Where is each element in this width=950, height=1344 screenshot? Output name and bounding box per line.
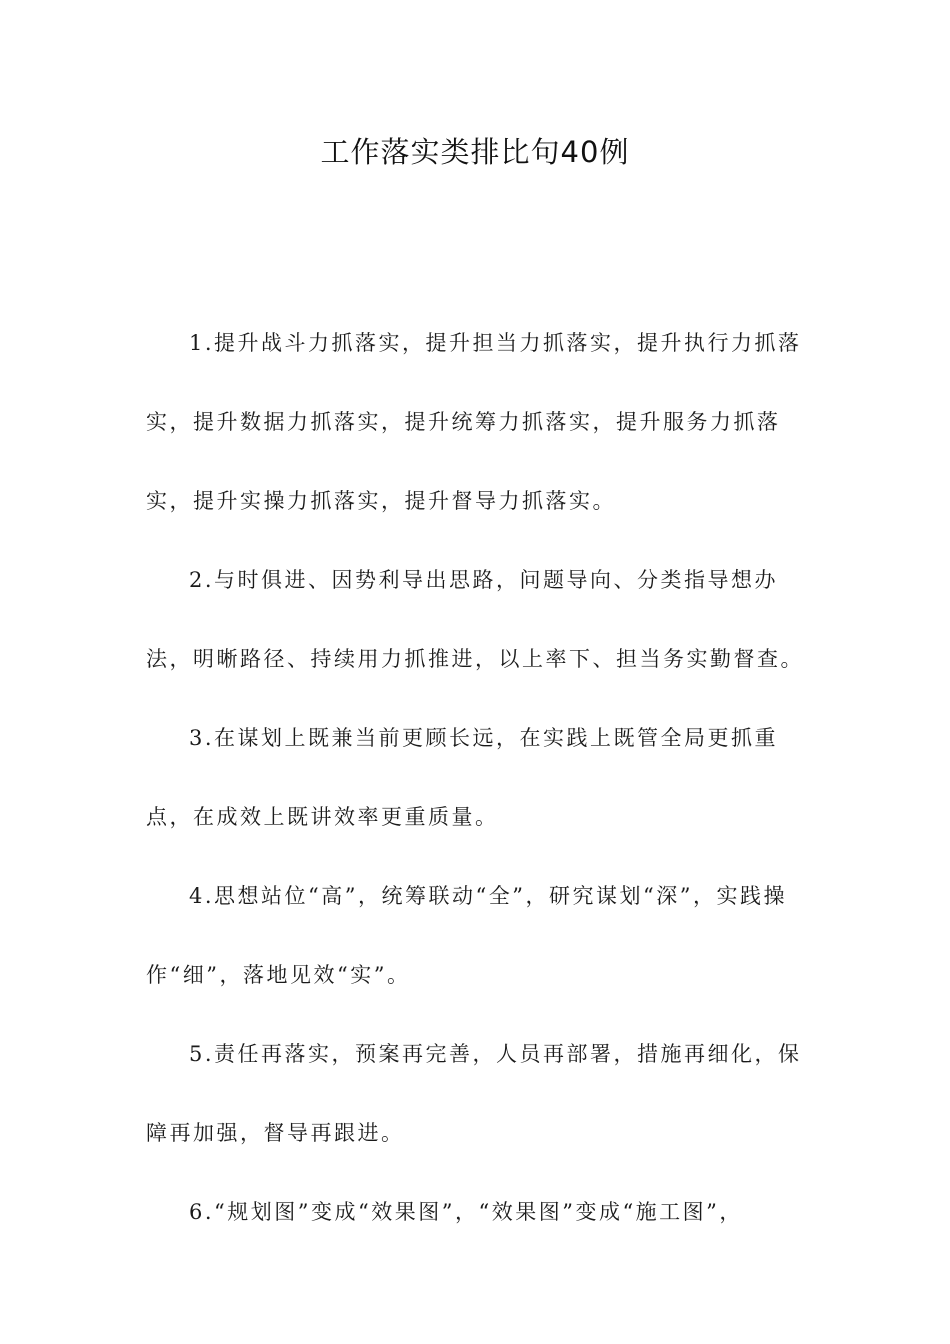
paragraph-5: 5.责任再落实，预案再完善，人员再部署，措施再细化，保障再加强，督导再跟进。	[146, 1042, 802, 1145]
paragraph-4: 4.思想站位“高”，统筹联动“全”，研究谋划“深”，实践操作“细”，落地见效“实”。	[146, 884, 787, 987]
paragraph-6: 6.“规划图”变成“效果图”，“效果图”变成“施工图”，	[189, 1200, 743, 1224]
document-title: 工作落实类排比句40例	[320, 135, 630, 169]
paragraph-2: 2.与时俱进、因势利导出思路，问题导向、分类指导想办法，明晰路径、持续用力抓推进，以上率下、担当务实勤督查。	[146, 568, 804, 671]
document-body	[146, 304, 806, 1252]
paragraph-3: 3.在谋划上既兼当前更顾长远，在实践上既管全局更抓重点，在成效上既讲效率更重质量。	[146, 726, 779, 829]
paragraph-1: 1.提升战斗力抓落实，提升担当力抓落实，提升执行力抓落实，提升数据力抓落实，提升统筹力抓落实，提升服务力抓落实，提升实操力抓落实，提升督导力抓落实。	[146, 331, 802, 513]
